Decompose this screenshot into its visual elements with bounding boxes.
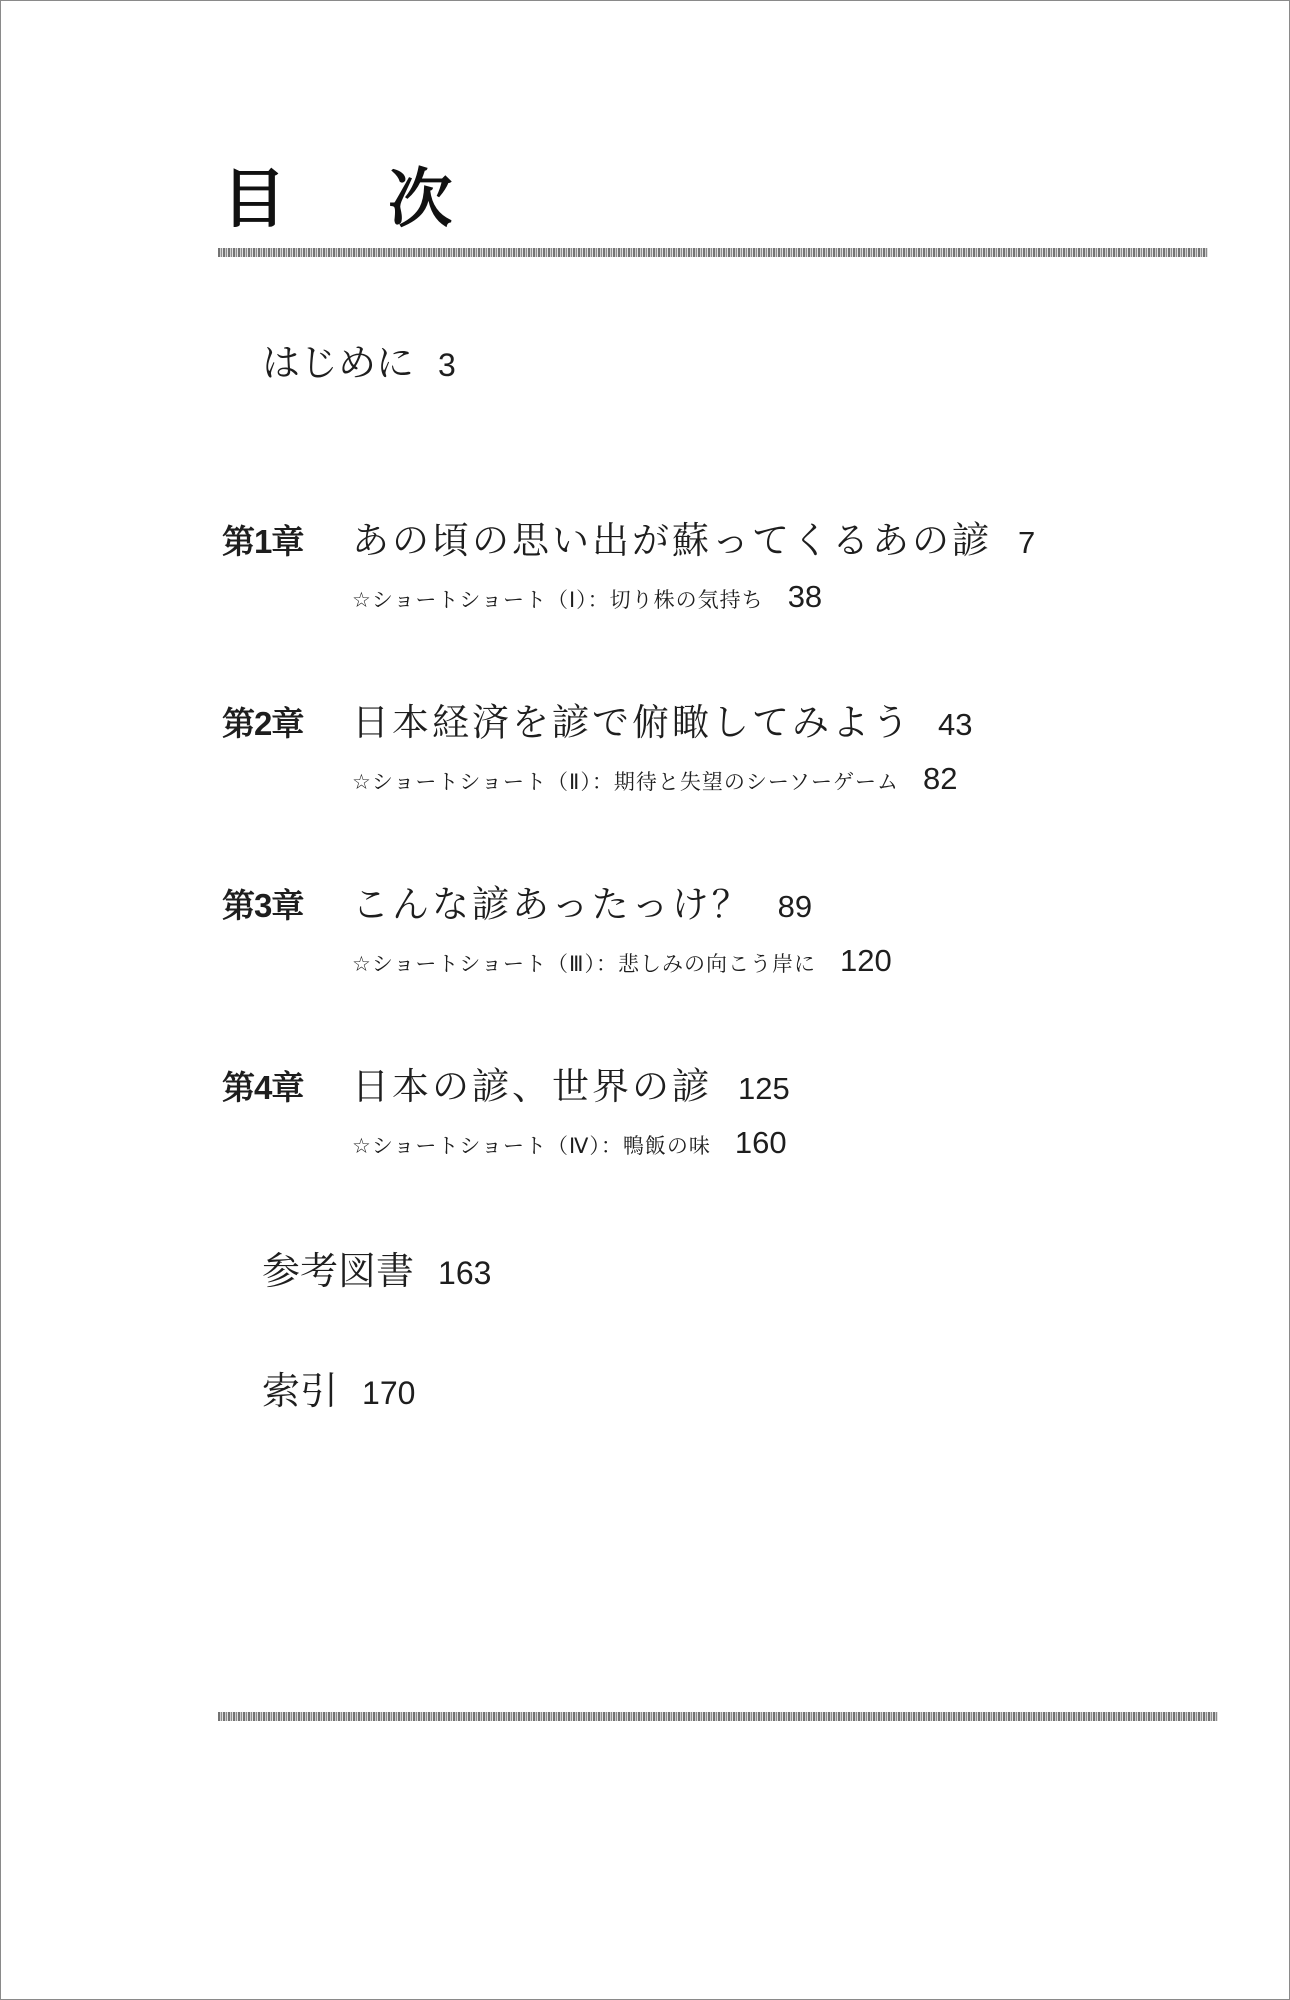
entry-label: 索引 <box>262 1369 339 1413</box>
top-divider <box>218 248 1208 257</box>
chapter-title: 日本経済を諺で俯瞰してみよう <box>352 701 912 744</box>
short-short-entry[interactable] <box>352 945 892 976</box>
chapter-label: 第4章 <box>222 1069 304 1106</box>
toc-entry-references[interactable] <box>262 1249 492 1293</box>
chapter-label: 第3章 <box>222 887 304 924</box>
chapter-title: 日本の諺、世界の諺 <box>352 1065 712 1108</box>
page-title: 目 次 <box>222 162 493 237</box>
toc-entry-index[interactable] <box>262 1369 416 1413</box>
short-short-label: ☆ショートショート（Ⅲ）：悲しみの向こう岸に <box>352 952 816 976</box>
bottom-divider <box>218 1712 1218 1721</box>
short-short-page: 120 <box>839 943 892 978</box>
entry-page: 163 <box>438 1255 492 1291</box>
chapter-page: 125 <box>738 1071 790 1106</box>
toc-chapter-3[interactable] <box>222 883 892 978</box>
entry-label: 参考図書 <box>262 1249 415 1293</box>
chapter-page: 89 <box>777 889 813 924</box>
entry-label: はじめに <box>262 341 415 385</box>
chapter-label: 第1章 <box>222 523 304 560</box>
chapter-page: 7 <box>1018 525 1036 560</box>
toc-chapter-4[interactable] <box>222 1065 790 1160</box>
chapter-title: あの頃の思い出が蘇ってくるあの諺 <box>352 519 992 562</box>
chapter-label: 第2章 <box>222 705 304 742</box>
toc-chapter-1[interactable] <box>222 519 1036 614</box>
short-short-page: 82 <box>922 761 958 796</box>
chapter-title: こんな諺あったっけ？ <box>352 883 752 926</box>
short-short-label: ☆ショートショート（Ⅱ）：期待と失望のシーソーゲーム <box>352 770 899 794</box>
entry-page: 170 <box>362 1375 416 1411</box>
short-short-label: ☆ショートショート（Ⅰ）：切り株の気持ち <box>352 588 764 612</box>
short-short-page: 38 <box>787 579 823 614</box>
toc-chapter-2[interactable] <box>222 701 973 796</box>
short-short-entry[interactable] <box>352 581 1035 612</box>
entry-page: 3 <box>438 347 456 383</box>
short-short-page: 160 <box>734 1125 787 1160</box>
short-short-label: ☆ショートショート（Ⅳ）：鴨飯の味 <box>352 1134 711 1158</box>
short-short-entry[interactable] <box>352 1127 790 1158</box>
chapter-page: 43 <box>938 707 973 742</box>
toc-entry-introduction[interactable] <box>262 341 456 385</box>
short-short-entry[interactable] <box>352 763 972 794</box>
